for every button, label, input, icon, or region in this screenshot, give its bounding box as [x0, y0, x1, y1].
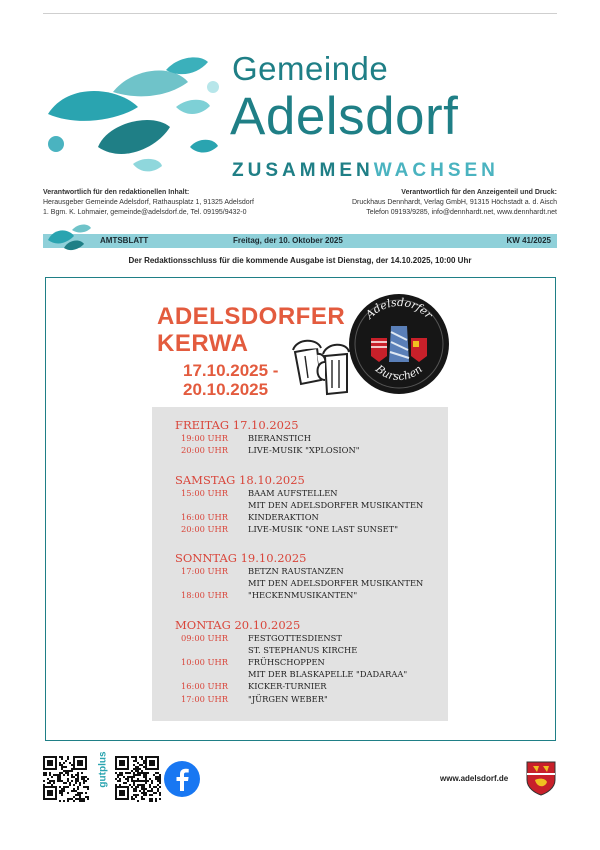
event-name: BETZN RAUSTANZEN	[248, 566, 344, 576]
qr-code-icon[interactable]	[43, 756, 89, 802]
print-line-2: Telefon 09193/9285, info@dennhardt.net, www.dennhardt.net	[366, 209, 557, 216]
event-name: ST. STEPHANUS KIRCHE	[248, 645, 358, 656]
brand-tagline	[232, 160, 499, 182]
event-time: 17:00 UHR	[181, 693, 229, 704]
gutplus-label: gutplus	[97, 751, 109, 788]
print-info	[330, 188, 557, 218]
editorial-line-1: Herausgeber Gemeinde Adelsdorf, Rathausplatz 1, 91325 Adelsdorf	[43, 199, 254, 206]
deadline-notice: Der Redaktionsschluss für die kommende Ausgabe ist Dienstag, der 14.10.2025, 10:00 Uhr	[128, 256, 472, 265]
top-divider	[43, 13, 557, 14]
event-time: 16:00 UHR	[181, 681, 229, 692]
tagline-part-2: WACHSEN	[373, 160, 499, 181]
event-time: 09:00 UHR	[181, 633, 229, 643]
burschen-badge-icon	[347, 292, 451, 396]
event-name: LIVE-MUSIK "XPLOSION"	[248, 445, 360, 456]
qr-code-icon[interactable]	[115, 756, 161, 802]
gemeinde-logo-icon	[38, 52, 228, 180]
event-name: FESTGOTTESDIENST	[248, 633, 342, 643]
event-time: 10:00 UHR	[181, 657, 229, 668]
editorial-heading: Verantwortlich für den redaktionellen Inhalt:	[43, 189, 190, 196]
kerwa-dates-line-1: 17.10.2025 -	[183, 361, 279, 380]
kerwa-title-line-1: ADELSDORFER	[157, 303, 346, 330]
calendar-week: KW 41/2025	[506, 236, 551, 245]
event-time: 20:00 UHR	[181, 445, 229, 456]
kerwa-dates-line-2: 20.10.2025	[183, 380, 269, 399]
event-name: FRÜHSCHOPPEN	[248, 657, 325, 668]
event-name: "HECKENMUSIKANTEN"	[248, 590, 358, 601]
facebook-icon[interactable]	[163, 760, 201, 798]
print-line-1: Druckhaus Dennhardt, Verlag GmbH, 91315 Höchstadt a. d. Aisch	[351, 199, 557, 206]
badge-bottom-text: Burschen	[373, 362, 425, 384]
event-name: MIT DER BLASKAPELLE "DADARAA"	[248, 669, 408, 680]
event-time: 16:00 UHR	[181, 512, 229, 523]
kerwa-title-line-2: KERWA	[157, 330, 249, 357]
website-link[interactable]: www.adelsdorf.de	[440, 774, 509, 783]
amtsblatt-label: AMTSBLATT	[100, 236, 149, 245]
kerwa-dates	[183, 361, 278, 399]
event-time: 17:00 UHR	[181, 566, 229, 576]
tagline-part-1: ZUSAMMEN	[232, 160, 374, 181]
editorial-line-2: 1. Bgm. K. Lohmaier, gemeinde@adelsdorf.de, Tel. 09195/9432-0	[43, 209, 247, 216]
day-heading: SAMSTAG 18.10.2025	[175, 473, 305, 487]
event-time: 20:00 UHR	[181, 524, 229, 535]
event-name: LIVE-MUSIK "ONE LAST SUNSET"	[248, 524, 399, 535]
bar-logo-icon	[46, 222, 94, 252]
day-heading: SONNTAG 19.10.2025	[175, 551, 307, 565]
issue-date: Freitag, der 10. Oktober 2025	[233, 236, 343, 245]
print-heading: Verantwortlich für den Anzeigenteil und Druck:	[401, 189, 557, 196]
event-name: MIT DEN ADELSDORFER MUSIKANTEN	[248, 500, 424, 511]
event-time: 19:00 UHR	[181, 433, 229, 443]
day-heading: MONTAG 20.10.2025	[175, 618, 301, 632]
event-name: BAAM AUFSTELLEN	[248, 488, 338, 498]
day-heading: FREITAG 17.10.2025	[175, 418, 299, 432]
brand-line-1: Gemeinde	[232, 50, 389, 87]
amtsblatt-bar	[43, 234, 557, 248]
event-time: 18:00 UHR	[181, 590, 229, 601]
editorial-info	[43, 188, 273, 218]
gutplus-logo	[96, 742, 110, 802]
event-name: MIT DEN ADELSDORFER MUSIKANTEN	[248, 578, 424, 589]
event-time: 15:00 UHR	[181, 488, 229, 498]
event-name: KINDERAKTION	[248, 512, 319, 523]
brand-line-2: Adelsdorf	[230, 87, 459, 146]
event-name: "JÜRGEN WEBER"	[248, 693, 328, 704]
event-name: BIERANSTICH	[248, 433, 312, 443]
coat-of-arms-icon	[525, 760, 557, 796]
badge-top-text: Adelsdorfer	[363, 295, 436, 322]
event-name: KICKER-TURNIER	[248, 681, 327, 692]
